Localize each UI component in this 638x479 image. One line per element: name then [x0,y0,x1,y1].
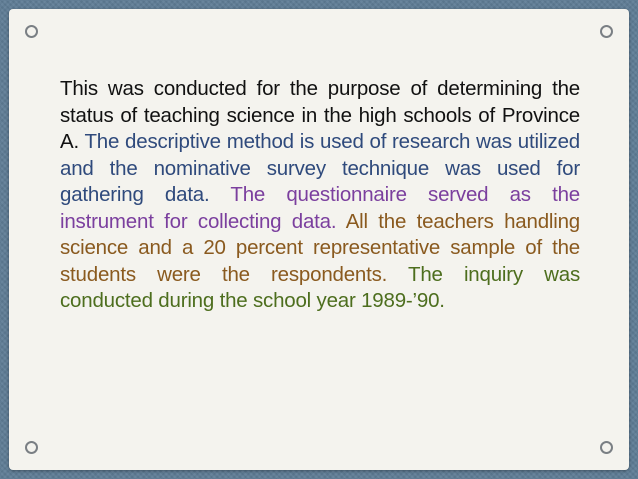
corner-ring-icon [600,25,613,38]
text-segment-3: The questionnaire served as the instrument for collecting data. [60,183,580,233]
text-segment-2: The descriptive method is used of research was utilized and the nominative survey technique was used for gathering data. [60,130,580,206]
corner-ring-icon [25,441,38,454]
corner-ring-icon [25,25,38,38]
slide-body-text [60,76,580,315]
text-segment-1: This was conducted for the purpose of determining the status of teaching science in the high schools of Province A. [60,77,580,153]
text-segment-5: The inquiry was conducted during the school year 1989-’90. [60,262,580,312]
corner-ring-icon [600,441,613,454]
text-segment-4: All the teachers handling science and a 20 percent representative sample of the students were the respondents. [60,209,581,286]
